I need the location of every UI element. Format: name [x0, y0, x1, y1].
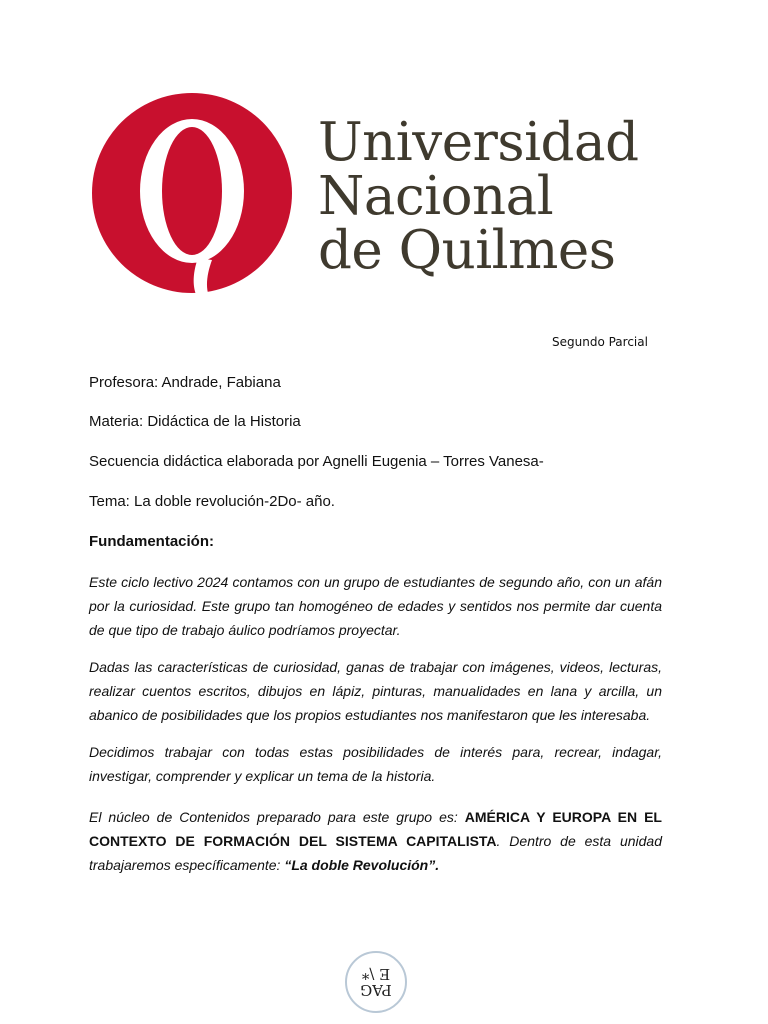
paragraph-4-middle: . Dentro de esta unidad trabajaremos específicamente: [89, 833, 662, 873]
paragraph-1: Este ciclo lectivo 2024 contamos con un grupo de estudiantes de segundo año, con un afán por la curiosidad. Este grupo tan homogéneo de edades y sentidos nos permite dar cuenta de que tipo de trabajo áulico podríamos proyectar. [89, 574, 662, 638]
paragraph-4-content-title: AMÉRICA Y EUROPA EN EL CONTEXTO DE FORMACIÓN DEL SISTEMA CAPITALISTA [89, 809, 662, 849]
materia-line: Materia: Didáctica de la Historia [89, 413, 301, 430]
wordmark-line-2: Nacional [318, 166, 554, 227]
exam-label: Segundo Parcial [552, 335, 648, 349]
secuencia-line: Secuencia didáctica elaborada por Agnelli Eugenia – Torres Vanesa- [89, 453, 544, 470]
section-title-fundamentacion: Fundamentación: [89, 533, 215, 550]
page-stamp-number: E \* [361, 965, 391, 983]
wordmark-line-3: de Quilmes [318, 220, 616, 281]
paragraph-4-intro: El núcleo de Contenidos preparado para este grupo es: [89, 809, 465, 825]
university-logo [86, 90, 676, 320]
university-wordmark [318, 112, 639, 281]
paragraph-3: Decidimos trabajar con todas estas posibilidades de interés para, recrear, indagar, investigar, comprender y explicar un tema de la historia. [89, 744, 662, 784]
quilmes-q-logo-icon [86, 90, 304, 320]
tema-line: Tema: La doble revolución-2Do- año. [89, 493, 335, 510]
page-number-stamp [345, 951, 407, 1013]
paragraph-4-topic: “La doble Revolución”. [284, 857, 440, 873]
wordmark-line-1: Universidad [318, 112, 639, 173]
page-stamp-label: PAG [360, 981, 392, 999]
paragraph-2: Dadas las características de curiosidad, ganas de trabajar con imágenes, videos, lecturas, realizar cuentos escritos, dibujos en lápiz, pinturas, manualidades en lana y arcilla, un abanico de posibilidades que los propios estudiantes nos manifestaron que les interesaba. [89, 659, 662, 723]
paragraph-4 [89, 805, 662, 877]
profesora-line: Profesora: Andrade, Fabiana [89, 374, 281, 391]
